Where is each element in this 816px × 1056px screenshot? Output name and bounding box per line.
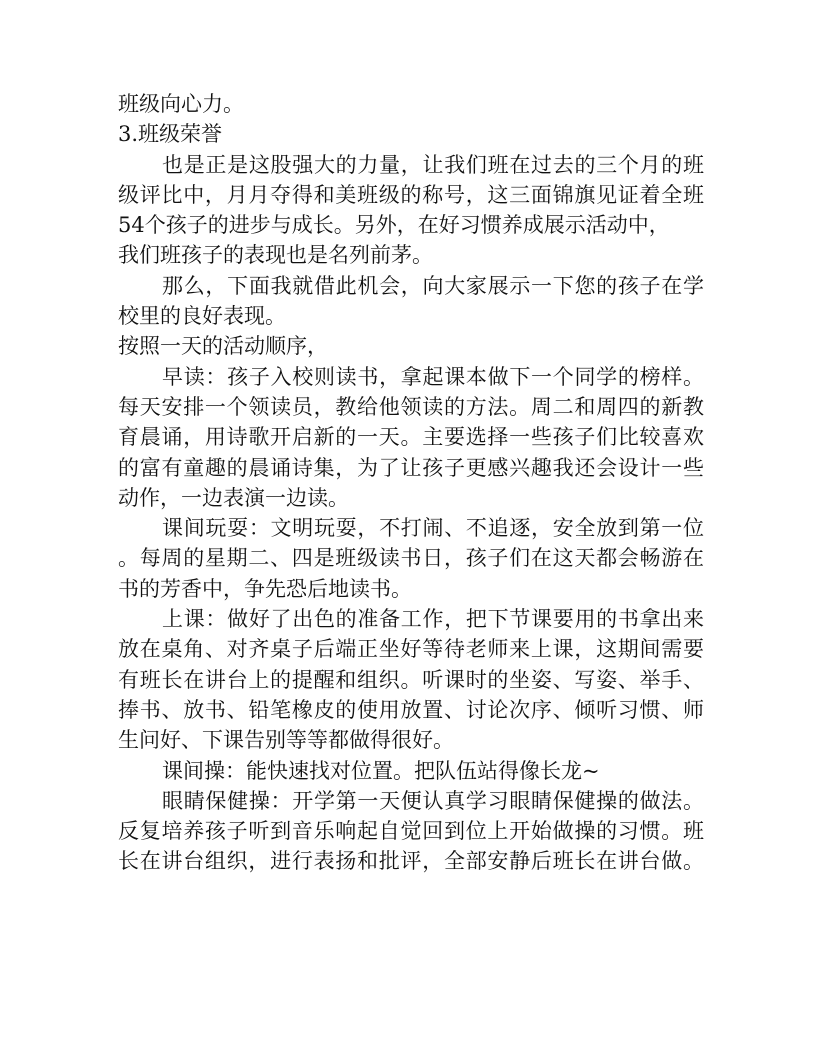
text-line: 放在桌角、对齐桌子后端正坐好等待老师来上课，这期间需要 bbox=[118, 637, 704, 662]
text-line: 反复培养孩子听到音乐响起自觉回到位上开始做操的习惯。班 bbox=[118, 819, 704, 844]
text-line: 按照一天的活动顺序， bbox=[118, 334, 328, 359]
document-body bbox=[118, 89, 704, 877]
text-line: 级评比中，月月夺得和美班级的称号，这三面锦旗见证着全班 bbox=[118, 182, 704, 207]
text-line: 书的芳香中，争先恐后地读书。 bbox=[118, 576, 412, 601]
text-line: 早读：孩子入校则读书，拿起课本做下一个同学的榜样。 bbox=[162, 364, 704, 389]
text-line: 。每周的星期二、四是班级读书日，孩子们在这天都会畅游在 bbox=[118, 546, 704, 571]
text-line: 捧书、放书、铅笔橡皮的使用放置、讨论次序、倾听习惯、师 bbox=[118, 697, 704, 722]
text-line: 我们班孩子的表现也是名列前茅。 bbox=[118, 243, 433, 268]
text-line: 校里的良好表现。 bbox=[118, 304, 286, 329]
text-line: 的富有童趣的晨诵诗集，为了让孩子更感兴趣我还会设计一些 bbox=[118, 455, 704, 480]
text-line: 眼睛保健操：开学第一天便认真学习眼睛保健操的做法。 bbox=[162, 788, 704, 813]
text-line: 课间玩耍：文明玩耍，不打闹、不追逐，安全放到第一位 bbox=[162, 516, 704, 541]
text-line: 班级向心力。 bbox=[118, 92, 244, 116]
text-line: 上课：做好了出色的准备工作，把下节课要用的书拿出来 bbox=[162, 607, 704, 632]
text-line: 那么，下面我就借此机会，向大家展示一下您的孩子在学 bbox=[162, 273, 704, 298]
text-line: 每天安排一个领读员，教给他领读的方法。周二和周四的新教 bbox=[118, 394, 704, 419]
text-line: 也是正是这股强大的力量，让我们班在过去的三个月的班 bbox=[162, 152, 704, 177]
text-line: 54个孩子的进步与成长。另外，在好习惯养成展示活动中， bbox=[118, 213, 670, 238]
text-line: 生问好、下课告别等等都做得很好。 bbox=[118, 728, 454, 753]
text-line: 课间操：能快速找对位置。把队伍站得像长龙~ bbox=[162, 758, 600, 783]
text-line: 育晨诵，用诗歌开启新的一天。主要选择一些孩子们比较喜欢 bbox=[118, 425, 704, 450]
text-line: 长在讲台组织，进行表扬和批评，全部安静后班长在讲台做。 bbox=[118, 849, 704, 874]
text-line: 动作，一边表演一边读。 bbox=[118, 485, 349, 510]
text-line: 有班长在讲台上的提醒和组织。听课时的坐姿、写姿、举手、 bbox=[118, 667, 704, 692]
section-heading: 3.班级荣誉 bbox=[118, 122, 223, 147]
